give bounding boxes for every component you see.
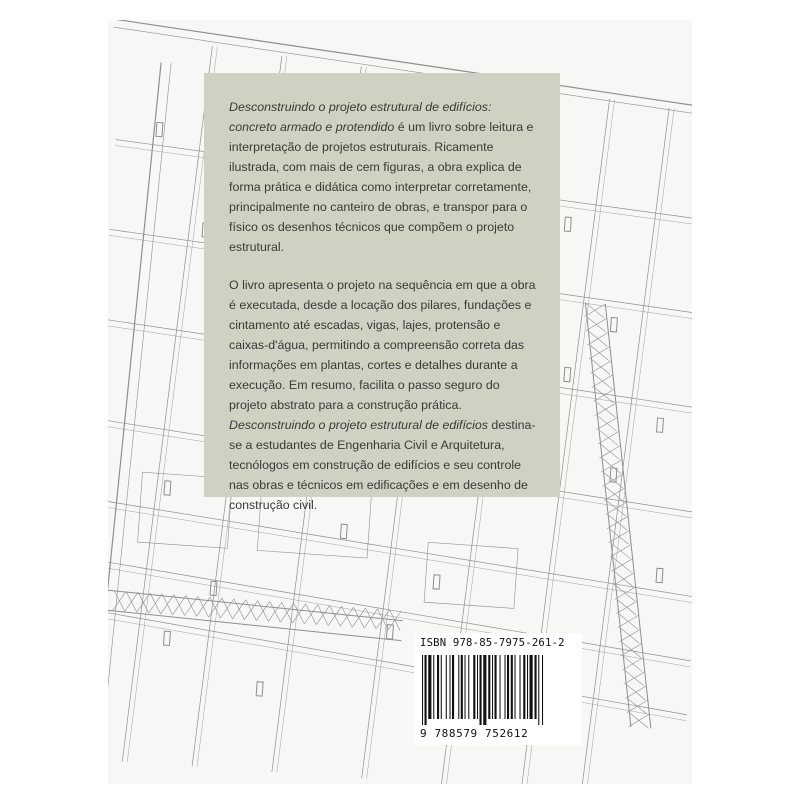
barcode-bar — [477, 655, 478, 719]
drawing-line — [149, 593, 162, 614]
barcode-bar — [530, 655, 533, 719]
drawing-line — [108, 505, 692, 603]
barcode-bar — [500, 655, 501, 719]
barcode-bar — [446, 655, 447, 719]
barcode-bar — [465, 655, 466, 719]
barcode-bar — [473, 655, 475, 719]
barcode-bar — [452, 655, 454, 719]
drawing-line — [598, 430, 619, 445]
drawing-line — [600, 444, 621, 459]
drawing-element — [210, 581, 217, 595]
drawing-element — [164, 481, 171, 495]
isbn-label: ISBN 978-85-7975-261-2 — [420, 637, 565, 649]
synopsis-paragraph-1 — [229, 97, 538, 257]
barcode-bar — [538, 655, 539, 725]
drawing-line — [618, 614, 639, 629]
barcode-bar — [507, 655, 509, 719]
drawing-element — [433, 575, 440, 589]
drawing-element — [657, 418, 664, 432]
drawing-line — [352, 607, 365, 628]
drawing-line — [597, 416, 618, 431]
barcode-bar — [535, 655, 537, 719]
drawing-line — [619, 628, 640, 643]
drawing-element — [610, 318, 617, 332]
book-title-italic: Desconstruindo o projeto estrutural de edifícios: concreto armado e protendido — [229, 100, 492, 134]
synopsis-paragraph-2 — [229, 275, 538, 515]
drawing-line — [256, 601, 269, 622]
drawing-line — [113, 591, 126, 612]
drawing-line — [616, 600, 637, 615]
synopsis-text: destina-se a estudantes de Engenharia Civil e Arquitetura, tecnólogos em construção de edifícios e seu controle nas obras e técnicos em edificações e em desenho de construção civil. — [229, 418, 536, 512]
barcode-bar — [480, 655, 482, 725]
drawing-element — [564, 367, 571, 381]
drawing-line — [280, 602, 293, 623]
drawing-line — [125, 591, 138, 612]
barcode-bar — [523, 655, 525, 719]
drawing-line — [628, 713, 649, 728]
drawing-line — [624, 670, 645, 685]
drawing-line — [615, 585, 636, 600]
barcode-bars — [420, 655, 578, 725]
drawing-line — [601, 458, 622, 473]
drawing-line — [244, 600, 257, 621]
barcode-bar — [492, 655, 493, 719]
drawing-line — [364, 608, 377, 629]
drawing-line — [108, 608, 691, 714]
barcode-bar — [468, 655, 469, 719]
drawing-line — [316, 605, 329, 626]
drawing-element — [656, 568, 663, 582]
barcode-bar — [461, 655, 463, 719]
barcode-bar — [450, 655, 451, 719]
book-title-italic: Desconstruindo o projeto estrutural de edifícios — [229, 418, 488, 432]
barcode-bar — [515, 655, 516, 719]
drawing-line — [328, 606, 341, 627]
drawing-line — [220, 598, 233, 619]
barcode-digits: 9 788579 752612 — [420, 727, 529, 740]
drawing-element — [340, 524, 347, 538]
drawing-line — [587, 331, 608, 346]
barcode-bar — [422, 655, 423, 725]
drawing-line — [268, 601, 281, 622]
barcode-bar — [495, 655, 497, 719]
drawing-line — [590, 359, 611, 374]
drawing-line — [581, 105, 669, 784]
drawing-element — [564, 217, 571, 231]
barcode-bar — [441, 655, 442, 719]
drawing-line — [122, 43, 212, 764]
drawing-element — [256, 682, 263, 696]
drawing-line — [576, 304, 680, 728]
synopsis-text: O livro apresenta o projeto na sequência em que a obra é executada, desde a locação dos pilares, fundações e cintamento até escadas, vigas, lajes, protensão e caixas-d'água, permitindo a compreensão correta das informações em plantas, cortes e detalhes durante a execução. Em resumo, facilita o passo seguro do projeto abstrato para a construção prática. — [229, 278, 536, 412]
drawing-line — [595, 402, 616, 417]
barcode-bar — [483, 655, 486, 725]
barcode-bar — [527, 655, 528, 719]
drawing-line — [586, 317, 607, 332]
barcode-bar — [542, 655, 543, 725]
drawing-element — [156, 122, 163, 136]
barcode-bar — [520, 655, 521, 719]
synopsis-text: é um livro sobre leitura e interpretação de projetos estruturais. Ricamente ilustrada, com mais de cem figuras, a obra explica de forma prática e didática como interpretar corretamente, principalmente no canteiro de obras, e transpor para o físico os desenhos técnicos que compõem o projeto estrutural. — [229, 120, 534, 254]
drawing-line — [627, 699, 648, 714]
drawing-line — [304, 604, 317, 625]
synopsis-panel — [204, 73, 560, 512]
barcode-bar — [458, 655, 459, 719]
barcode-bar — [433, 655, 434, 719]
drawing-line — [292, 603, 305, 624]
drawing-line — [108, 610, 402, 641]
barcode-bar — [505, 655, 506, 719]
drawing-line — [625, 684, 646, 699]
barcode-bar — [425, 655, 427, 725]
barcode-bar — [488, 655, 490, 719]
barcode-bar — [428, 655, 431, 719]
drawing-element — [163, 631, 170, 645]
drawing-line — [108, 62, 171, 702]
drawing-line — [586, 106, 674, 784]
drawing-line — [108, 590, 403, 621]
drawing-line — [589, 345, 610, 360]
drawing-line — [609, 529, 630, 544]
drawing-line — [592, 373, 613, 388]
barcode-bar — [511, 655, 513, 719]
drawing-line — [108, 614, 691, 720]
isbn-barcode — [414, 633, 582, 745]
drawing-line — [232, 599, 245, 620]
barcode-bar — [437, 655, 439, 719]
drawing-line — [607, 515, 628, 530]
